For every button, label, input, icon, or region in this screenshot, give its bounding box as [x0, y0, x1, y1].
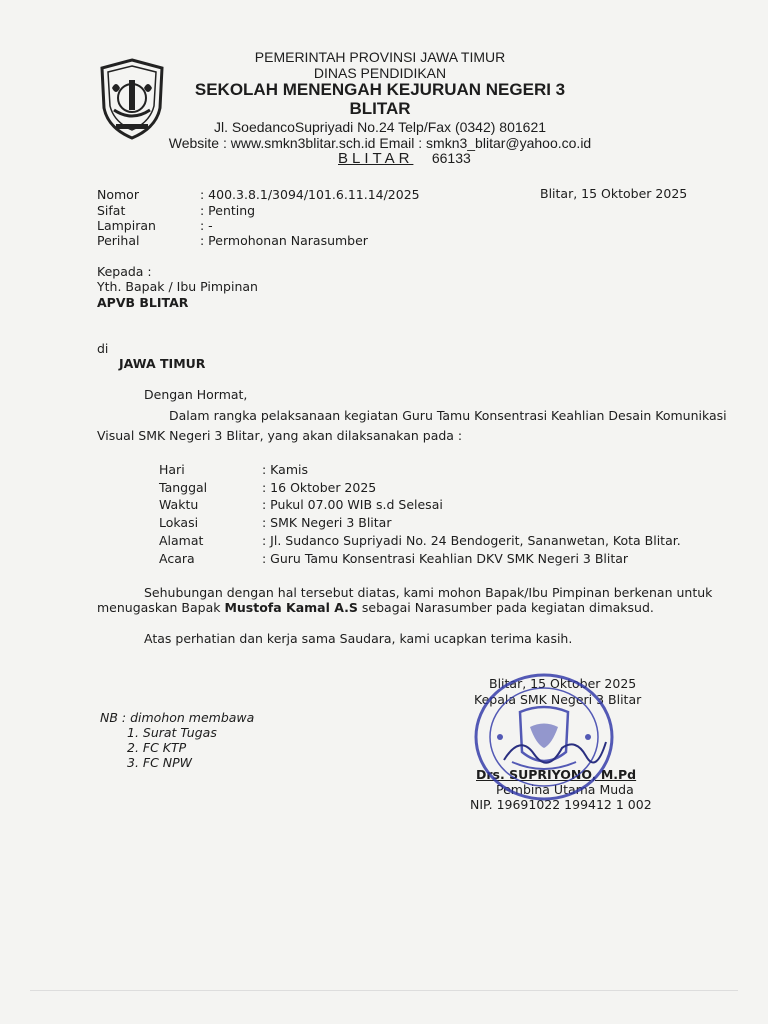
page-edge-line	[30, 990, 738, 991]
meta-value-1: : Penting	[200, 203, 256, 218]
recipient-place: JAWA TIMUR	[119, 356, 206, 371]
detail-label-tanggal: Tanggal	[159, 480, 208, 495]
meta-label-0: Nomor	[97, 187, 139, 202]
postal-code: 66133	[431, 150, 471, 166]
para-1: Sehubungan dengan hal tersebut diatas, kami mohon Bapak/Ibu Pimpinan berkenan untuk	[144, 585, 713, 600]
nb-title: NB : dimohon membawa	[100, 710, 255, 725]
meta-label-3: Perihal	[97, 233, 140, 248]
meta-value-3: : Permohonan Narasumber	[200, 233, 368, 248]
para-2-start: menugaskan Bapak	[97, 600, 221, 615]
school-name: SEKOLAH MENENGAH KEJURUAN NEGERI 3	[194, 80, 566, 99]
signer-rank: Pembina Utama Muda	[496, 782, 634, 797]
speaker-name: Mustofa Kamal A.S	[224, 600, 358, 615]
recipient-kepada: Kepada :	[97, 264, 152, 279]
nb-item-3: 3. FC NPW	[127, 755, 193, 770]
detail-label-acara: Acara	[159, 551, 195, 566]
detail-value-waktu: : Pukul 07.00 WIB s.d Selesai	[262, 497, 443, 512]
signer-nip: NIP. 19691022 199412 1 002	[470, 797, 652, 812]
city-name: BLITAR	[338, 150, 414, 167]
closing-line: Atas perhatian dan kerja sama Saudara, kami ucapkan terima kasih.	[144, 631, 573, 646]
intro-line-1: Dalam rangka pelaksanaan kegiatan Guru Tamu Konsentrasi Keahlian Desain Komunikasi	[169, 408, 727, 423]
department-name: DINAS PENDIDIKAN	[313, 65, 447, 81]
detail-label-lokasi: Lokasi	[159, 515, 199, 530]
detail-label-hari: Hari	[159, 462, 185, 477]
nb-item-2: 2. FC KTP	[127, 740, 187, 755]
detail-value-tanggal: : 16 Oktober 2025	[262, 480, 377, 495]
signature-position: Kepala SMK Negeri 3 Blitar	[474, 692, 642, 707]
para-2-end: sebagai Narasumber pada kegiatan dimaksud.	[361, 600, 654, 615]
meta-value-2: : -	[200, 218, 213, 233]
recipient-org: APVB BLITAR	[97, 295, 189, 310]
greeting: Dengan Hormat,	[144, 387, 248, 402]
detail-label-waktu: Waktu	[159, 497, 199, 512]
detail-value-hari: : Kamis	[262, 462, 308, 477]
intro-line-2: Visual SMK Negeri 3 Blitar, yang akan dilaksanakan pada :	[97, 428, 463, 443]
handwritten-signature	[500, 730, 610, 770]
detail-label-alamat: Alamat	[159, 533, 204, 548]
detail-value-acara: : Guru Tamu Konsentrasi Keahlian DKV SMK Negeri 3 Blitar	[262, 551, 629, 566]
nb-item-1: 1. Surat Tugas	[127, 725, 217, 740]
school-website: Website : www.smkn3blitar.sch.id Email : smkn3_blitar@yahoo.co.id	[168, 135, 592, 151]
school-address: Jl. SoedancoSupriyadi No.24 Telp/Fax (0342) 801621	[213, 119, 547, 135]
para-2	[97, 600, 654, 615]
detail-value-alamat: : Jl. Sudanco Supriyadi No. 24 Bendogerit, Sananwetan, Kota Blitar.	[262, 533, 681, 548]
detail-value-lokasi: : SMK Negeri 3 Blitar	[262, 515, 392, 530]
city-postal	[338, 150, 471, 168]
letter-date: Blitar, 15 Oktober 2025	[540, 186, 688, 201]
meta-label-2: Lampiran	[97, 218, 156, 233]
signer-name: Drs. SUPRIYONO, M.Pd	[476, 767, 637, 782]
meta-value-0: : 400.3.8.1/3094/101.6.11.14/2025	[200, 187, 420, 202]
signature-date: Blitar, 15 Oktober 2025	[489, 676, 637, 691]
recipient-di: di	[97, 341, 109, 356]
meta-label-1: Sifat	[97, 203, 126, 218]
recipient-yth: Yth. Bapak / Ibu Pimpinan	[97, 279, 258, 294]
school-city: BLITAR	[349, 99, 411, 118]
gov-name: PEMERINTAH PROVINSI JAWA TIMUR	[254, 49, 506, 65]
